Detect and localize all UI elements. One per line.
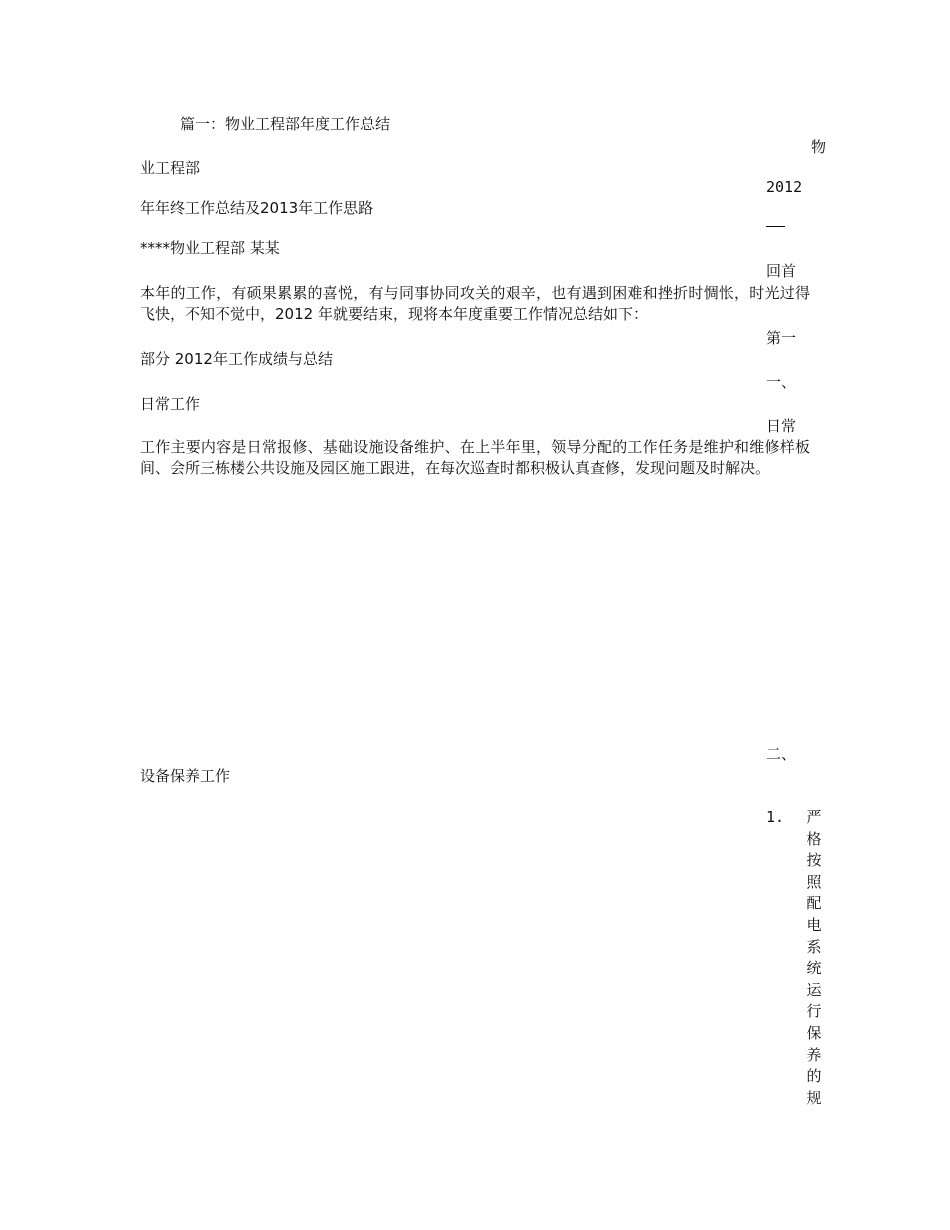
vertical-char: 统	[806, 959, 822, 978]
vertical-char: 行	[806, 1002, 822, 1021]
vertical-char: 运	[806, 980, 822, 999]
side-fragment-item-one: 一、	[766, 373, 797, 391]
department-name: 业工程部	[140, 159, 201, 177]
vertical-char: 电	[806, 915, 822, 934]
section-one-body: 工作主要内容是日常报修、基础设施设备维护、在上半年里，领导分配的工作任务是维护和维修样板间、会所三栋楼公共设施及园区施工跟进，在每次巡查时都积极认真查修，发现问题及时解决。	[140, 438, 810, 477]
side-fragment-dash	[766, 226, 785, 227]
document-title: 篇一：物业工程部年度工作总结	[180, 115, 391, 133]
vertical-char: 规	[806, 1088, 822, 1107]
vertical-char: 按	[806, 851, 822, 870]
section-one-title: 日常工作	[140, 395, 201, 413]
summary-subtitle: 年年终工作总结及2013年工作思路	[140, 199, 374, 217]
side-fragment-daily: 日常	[766, 417, 797, 435]
vertical-char: 养	[806, 1045, 822, 1064]
side-fragment-year: 2012	[766, 178, 803, 196]
vertical-char: 严	[806, 808, 822, 826]
vertical-char: 系	[806, 937, 822, 956]
side-fragment-review: 回首	[766, 262, 797, 280]
part-one-heading: 部分 2012年工作成绩与总结	[140, 350, 333, 368]
side-fragment-wu: 物	[811, 138, 827, 156]
section-two-title: 设备保养工作	[140, 767, 231, 785]
vertical-char: 保	[806, 1023, 822, 1042]
vertical-char: 照	[806, 872, 822, 891]
section-two-item-number: 1.	[766, 808, 785, 826]
author-line: ****物业工程部 某某	[140, 239, 280, 257]
intro-paragraph: 本年的工作，有硕果累累的喜悦，有与同事协同攻关的艰辛，也有遇到困难和挫折时惆怅，时光过得飞快，不知不觉中，2012 年就要结束，现将本年度重要工作情况总结如下：	[140, 284, 810, 323]
vertical-char: 格	[806, 829, 822, 848]
side-fragment-part-label: 第一	[766, 329, 797, 347]
section-two-vertical-text	[805, 807, 823, 1109]
vertical-char: 的	[806, 1067, 822, 1086]
side-fragment-item-two: 二、	[766, 745, 797, 763]
vertical-char: 配	[806, 894, 822, 913]
